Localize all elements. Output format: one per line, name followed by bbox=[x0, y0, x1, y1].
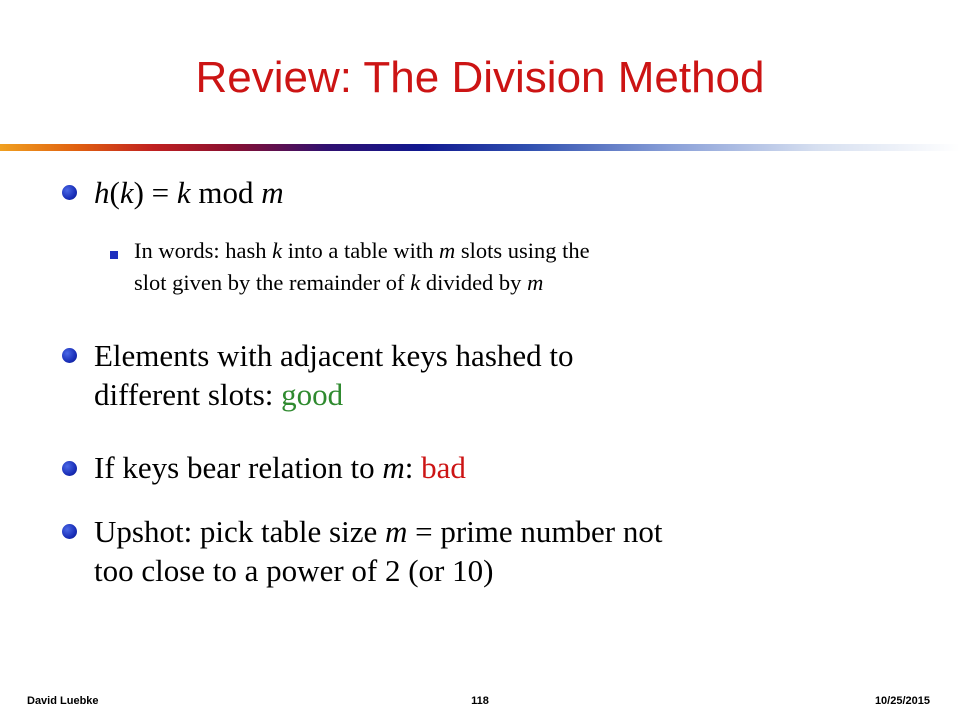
paren-open: ( bbox=[109, 175, 120, 210]
bullet-dot-icon bbox=[62, 524, 77, 539]
sub-bullet-square-icon bbox=[110, 251, 118, 259]
sub-text: slot given by the remainder of bbox=[134, 270, 411, 295]
bullet-text: Upshot: pick table size bbox=[94, 514, 385, 549]
slide-title: Review: The Division Method bbox=[195, 53, 765, 102]
var-k: k bbox=[176, 175, 191, 210]
var-m: m bbox=[382, 450, 405, 485]
sub-bullet-in-words bbox=[134, 235, 914, 299]
bullet-keys-relation bbox=[94, 448, 914, 487]
equals-text: ) = bbox=[133, 175, 177, 210]
bullet-text: different slots: bbox=[94, 377, 282, 412]
bullet-text: If keys bear relation to bbox=[94, 450, 383, 485]
bad-label: bad bbox=[421, 450, 466, 485]
bullet-text: = prime number not bbox=[407, 514, 663, 549]
bullet-hash-function bbox=[94, 173, 914, 212]
bullet-dot-icon bbox=[62, 185, 77, 200]
mod-text: mod bbox=[190, 175, 262, 210]
title-divider bbox=[0, 144, 960, 151]
sub-text: slots using the bbox=[455, 238, 590, 263]
bullet-upshot bbox=[94, 512, 914, 590]
sub-text: In words: hash bbox=[134, 238, 273, 263]
bullet-dot-icon bbox=[62, 461, 77, 476]
var-k: k bbox=[119, 175, 134, 210]
var-k: k bbox=[272, 238, 283, 263]
bullet-dot-icon bbox=[62, 348, 77, 363]
sub-text: into a table with bbox=[282, 238, 439, 263]
footer-page-number: 118 bbox=[471, 695, 489, 707]
sub-text: divided by bbox=[420, 270, 528, 295]
bullet-text: too close to a power of 2 (or 10) bbox=[94, 553, 494, 588]
footer-date: 10/25/2015 bbox=[874, 695, 930, 707]
footer-author: David Luebke bbox=[27, 695, 99, 707]
good-label: good bbox=[281, 377, 344, 412]
var-m: m bbox=[438, 238, 456, 263]
var-m: m bbox=[385, 514, 408, 549]
var-k: k bbox=[410, 270, 421, 295]
var-m: m bbox=[261, 175, 284, 210]
bullet-text: Elements with adjacent keys hashed to bbox=[94, 338, 574, 373]
fn-h: h bbox=[94, 175, 110, 210]
bullet-adjacent-keys bbox=[94, 336, 914, 414]
colon-text: : bbox=[404, 450, 422, 485]
var-m: m bbox=[527, 270, 544, 295]
